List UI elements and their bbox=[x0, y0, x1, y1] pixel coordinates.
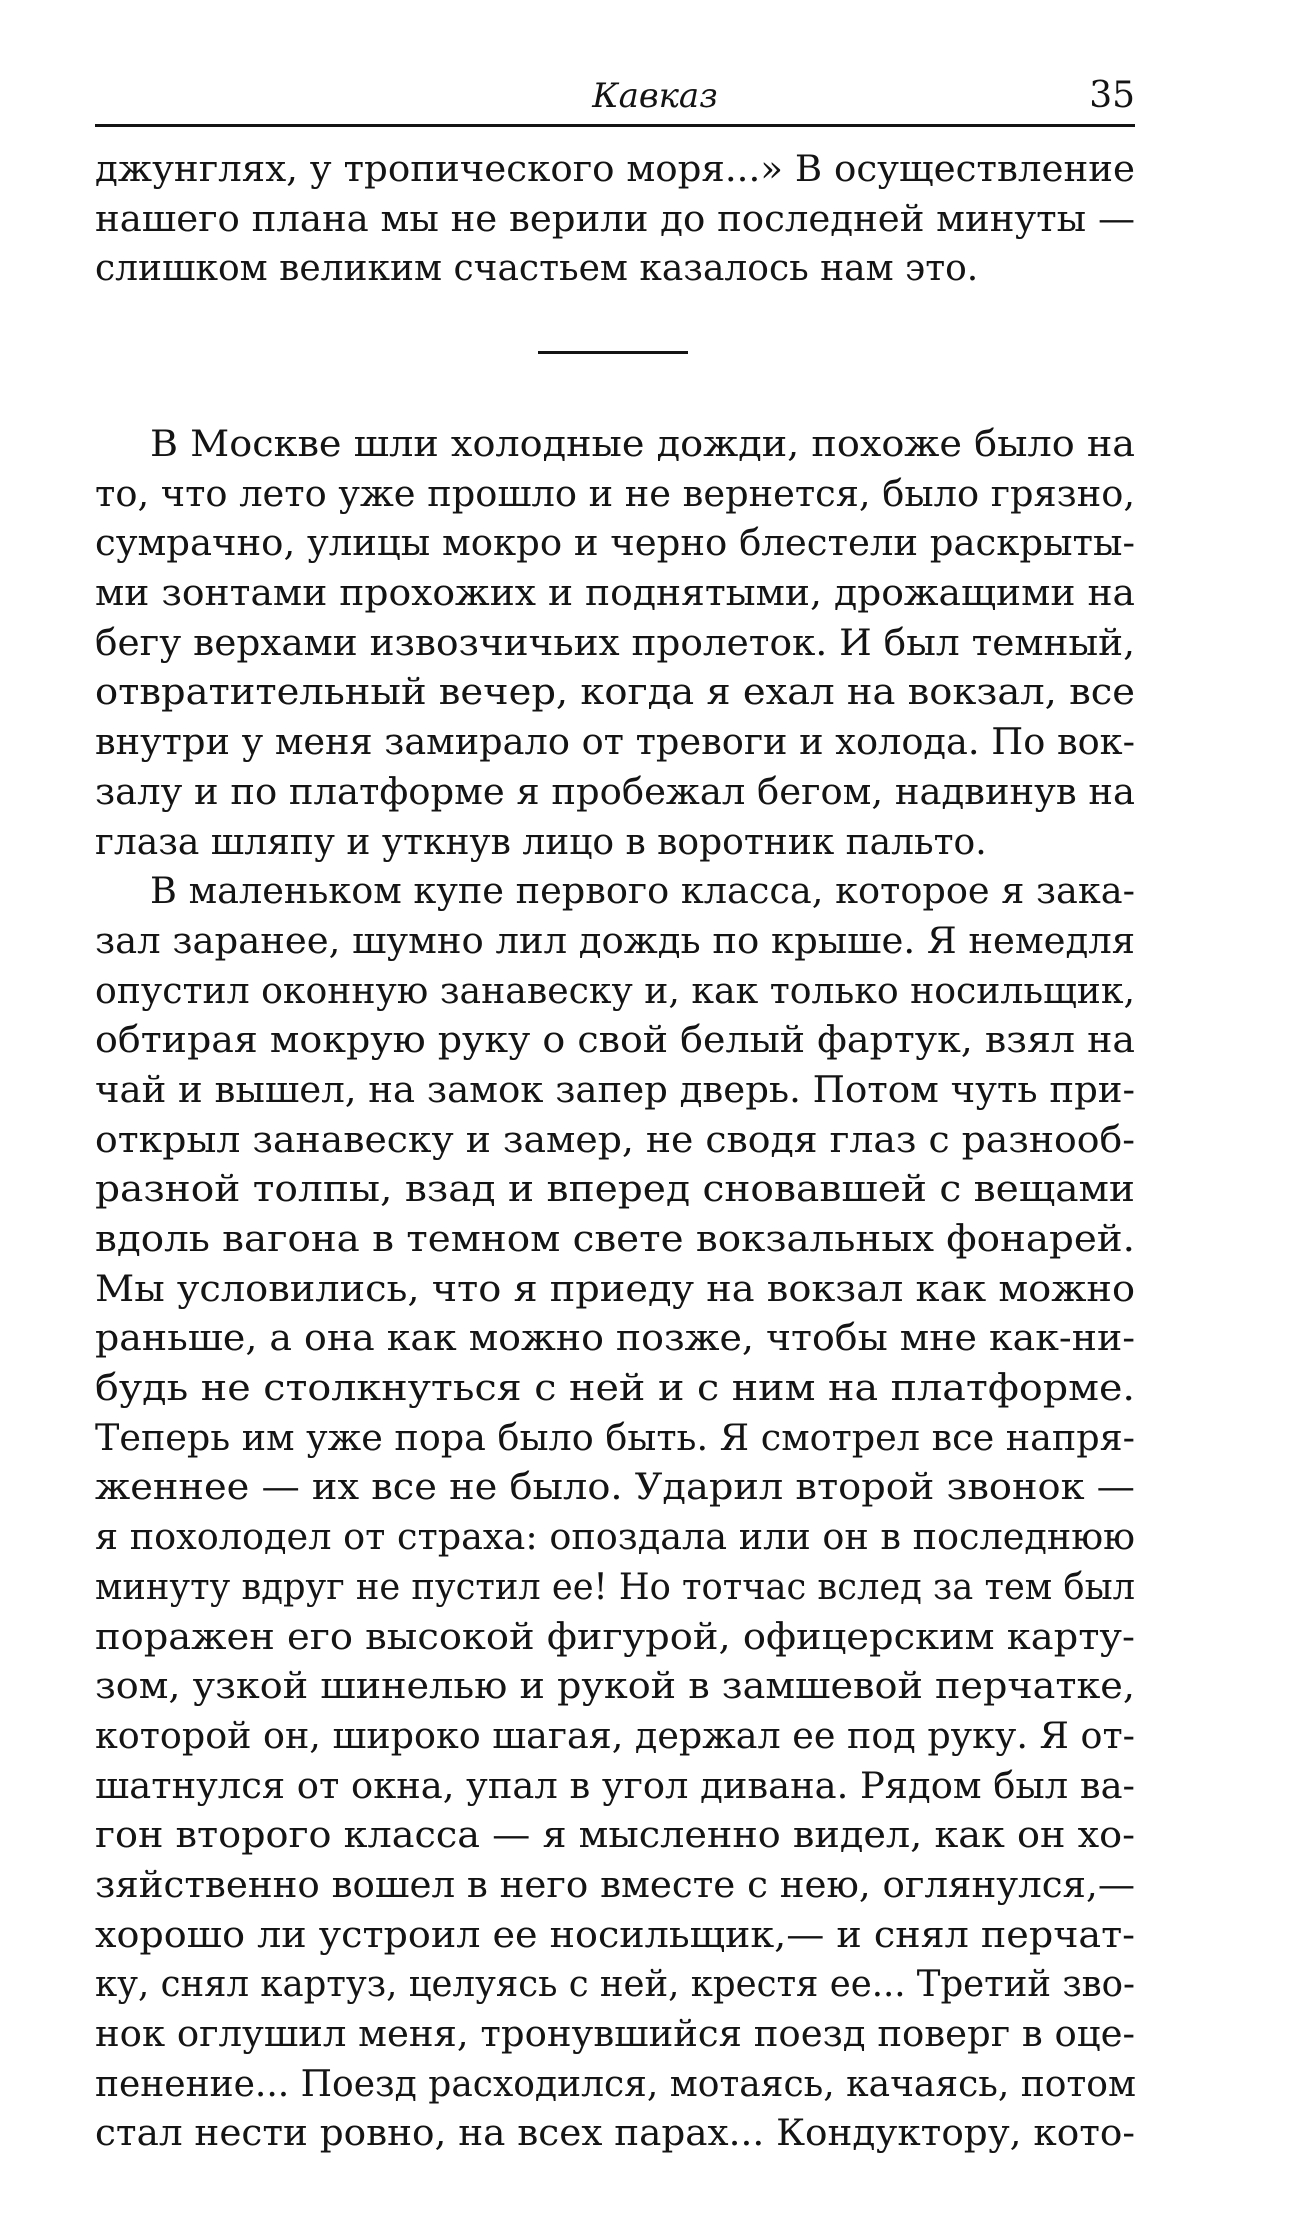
text-line: будь не столкнуться с ней и с ним на платформе. bbox=[95, 1368, 1135, 1410]
text-line: внутри у меня замирало от тревоги и холода. По вок- bbox=[95, 722, 1135, 764]
text-line: нок оглушил меня, тронувшийся поезд поверг в оце- bbox=[95, 2014, 1135, 2055]
text-line: зяйственно вошел в него вместе с нею, оглянулся,— bbox=[95, 1864, 1135, 1906]
text-line: поражен его высокой фигурой, офицерским карту- bbox=[95, 1616, 1135, 1658]
text-line: минуту вдруг не пустил ее! Но тотчас вслед за тем был bbox=[95, 1566, 1135, 1608]
continued-paragraph bbox=[95, 145, 1135, 294]
text-line: то, что лето уже прошло и не вернется, было грязно, bbox=[95, 473, 1135, 515]
header-rule bbox=[95, 124, 1135, 127]
text-line: бегу верхами извозчичьих пролеток. И был темный, bbox=[95, 622, 1135, 664]
text-line: разной толпы, взад и вперед сновавшей с вещами bbox=[95, 1169, 1135, 1211]
page-number: 35 bbox=[1089, 75, 1135, 116]
text-line: джунглях, у тропического моря...» В осуществление bbox=[95, 149, 1135, 190]
text-line: которой он, широко шагая, держал ее под руку. Я от- bbox=[95, 1715, 1135, 1757]
text-line: открыл занавеску и замер, не сводя глаз с разнооб- bbox=[95, 1119, 1135, 1161]
text-line: стал нести ровно, на всех парах... Кондуктору, кото- bbox=[95, 2113, 1135, 2155]
text-line: ми зонтами прохожих и поднятыми, дрожащими на bbox=[95, 573, 1135, 615]
section-break-rule bbox=[538, 351, 688, 354]
text-line: зал заранее, шумно лил дождь по крыше. Я немедля bbox=[95, 920, 1135, 962]
text-line: В маленьком купе первого класса, которое я зака- bbox=[150, 871, 1135, 913]
text-line: отвратительный вечер, когда я ехал на вокзал, все bbox=[95, 672, 1135, 714]
text-line: глаза шляпу и уткнув лицо в воротник пальто. bbox=[95, 821, 987, 863]
text-line: вдоль вагона в темном свете вокзальных фонарей. bbox=[95, 1219, 1135, 1260]
text-line: шатнулся от окна, упал в угол дивана. Рядом был ва- bbox=[95, 1765, 1135, 1807]
text-line: Мы условились, что я приеду на вокзал как можно bbox=[95, 1268, 1135, 1310]
text-line: ку, снял картуз, целуясь с ней, крестя ее... Третий зво- bbox=[95, 1964, 1135, 2006]
text-line: нашего плана мы не верили до последней минуты — bbox=[95, 198, 1135, 240]
text-line: хорошо ли устроил ее носильщик,— и снял перчат- bbox=[95, 1914, 1135, 1956]
text-line: гон второго класса — я мысленно видел, как он хо- bbox=[95, 1815, 1135, 1857]
text-line: слишком великим счастьем казалось нам это. bbox=[95, 248, 979, 290]
text-line: пенение... Поезд расходился, мотаясь, качаясь, потом bbox=[95, 2063, 1136, 2105]
running-header bbox=[95, 66, 1135, 128]
text-line: залу и по платформе я пробежал бегом, надвинув на bbox=[95, 771, 1135, 813]
text-line: я похолодел от страха: опоздала или он в последнюю bbox=[95, 1517, 1135, 1559]
main-text bbox=[95, 420, 1135, 2159]
text-line: В Москве шли холодные дожди, похоже было на bbox=[150, 424, 1135, 465]
text-line: обтирая мокрую руку о свой белый фартук, взял на bbox=[95, 1020, 1135, 1062]
text-line: опустил оконную занавеску и, как только носильщик, bbox=[95, 970, 1135, 1012]
text-line: зом, узкой шинелью и рукой в замшевой перчатке, bbox=[95, 1666, 1135, 1708]
text-line: Теперь им уже пора было быть. Я смотрел все напря- bbox=[95, 1417, 1135, 1459]
text-line: женнее — их все не было. Ударил второй звонок — bbox=[95, 1467, 1135, 1509]
running-title: Кавказ bbox=[592, 76, 718, 116]
text-line: сумрачно, улицы мокро и черно блестели раскрыты- bbox=[95, 523, 1135, 565]
text-line: раньше, а она как можно позже, чтобы мне как-ни- bbox=[95, 1318, 1135, 1360]
text-line: чай и вышел, на замок запер дверь. Потом чуть при- bbox=[95, 1069, 1135, 1111]
